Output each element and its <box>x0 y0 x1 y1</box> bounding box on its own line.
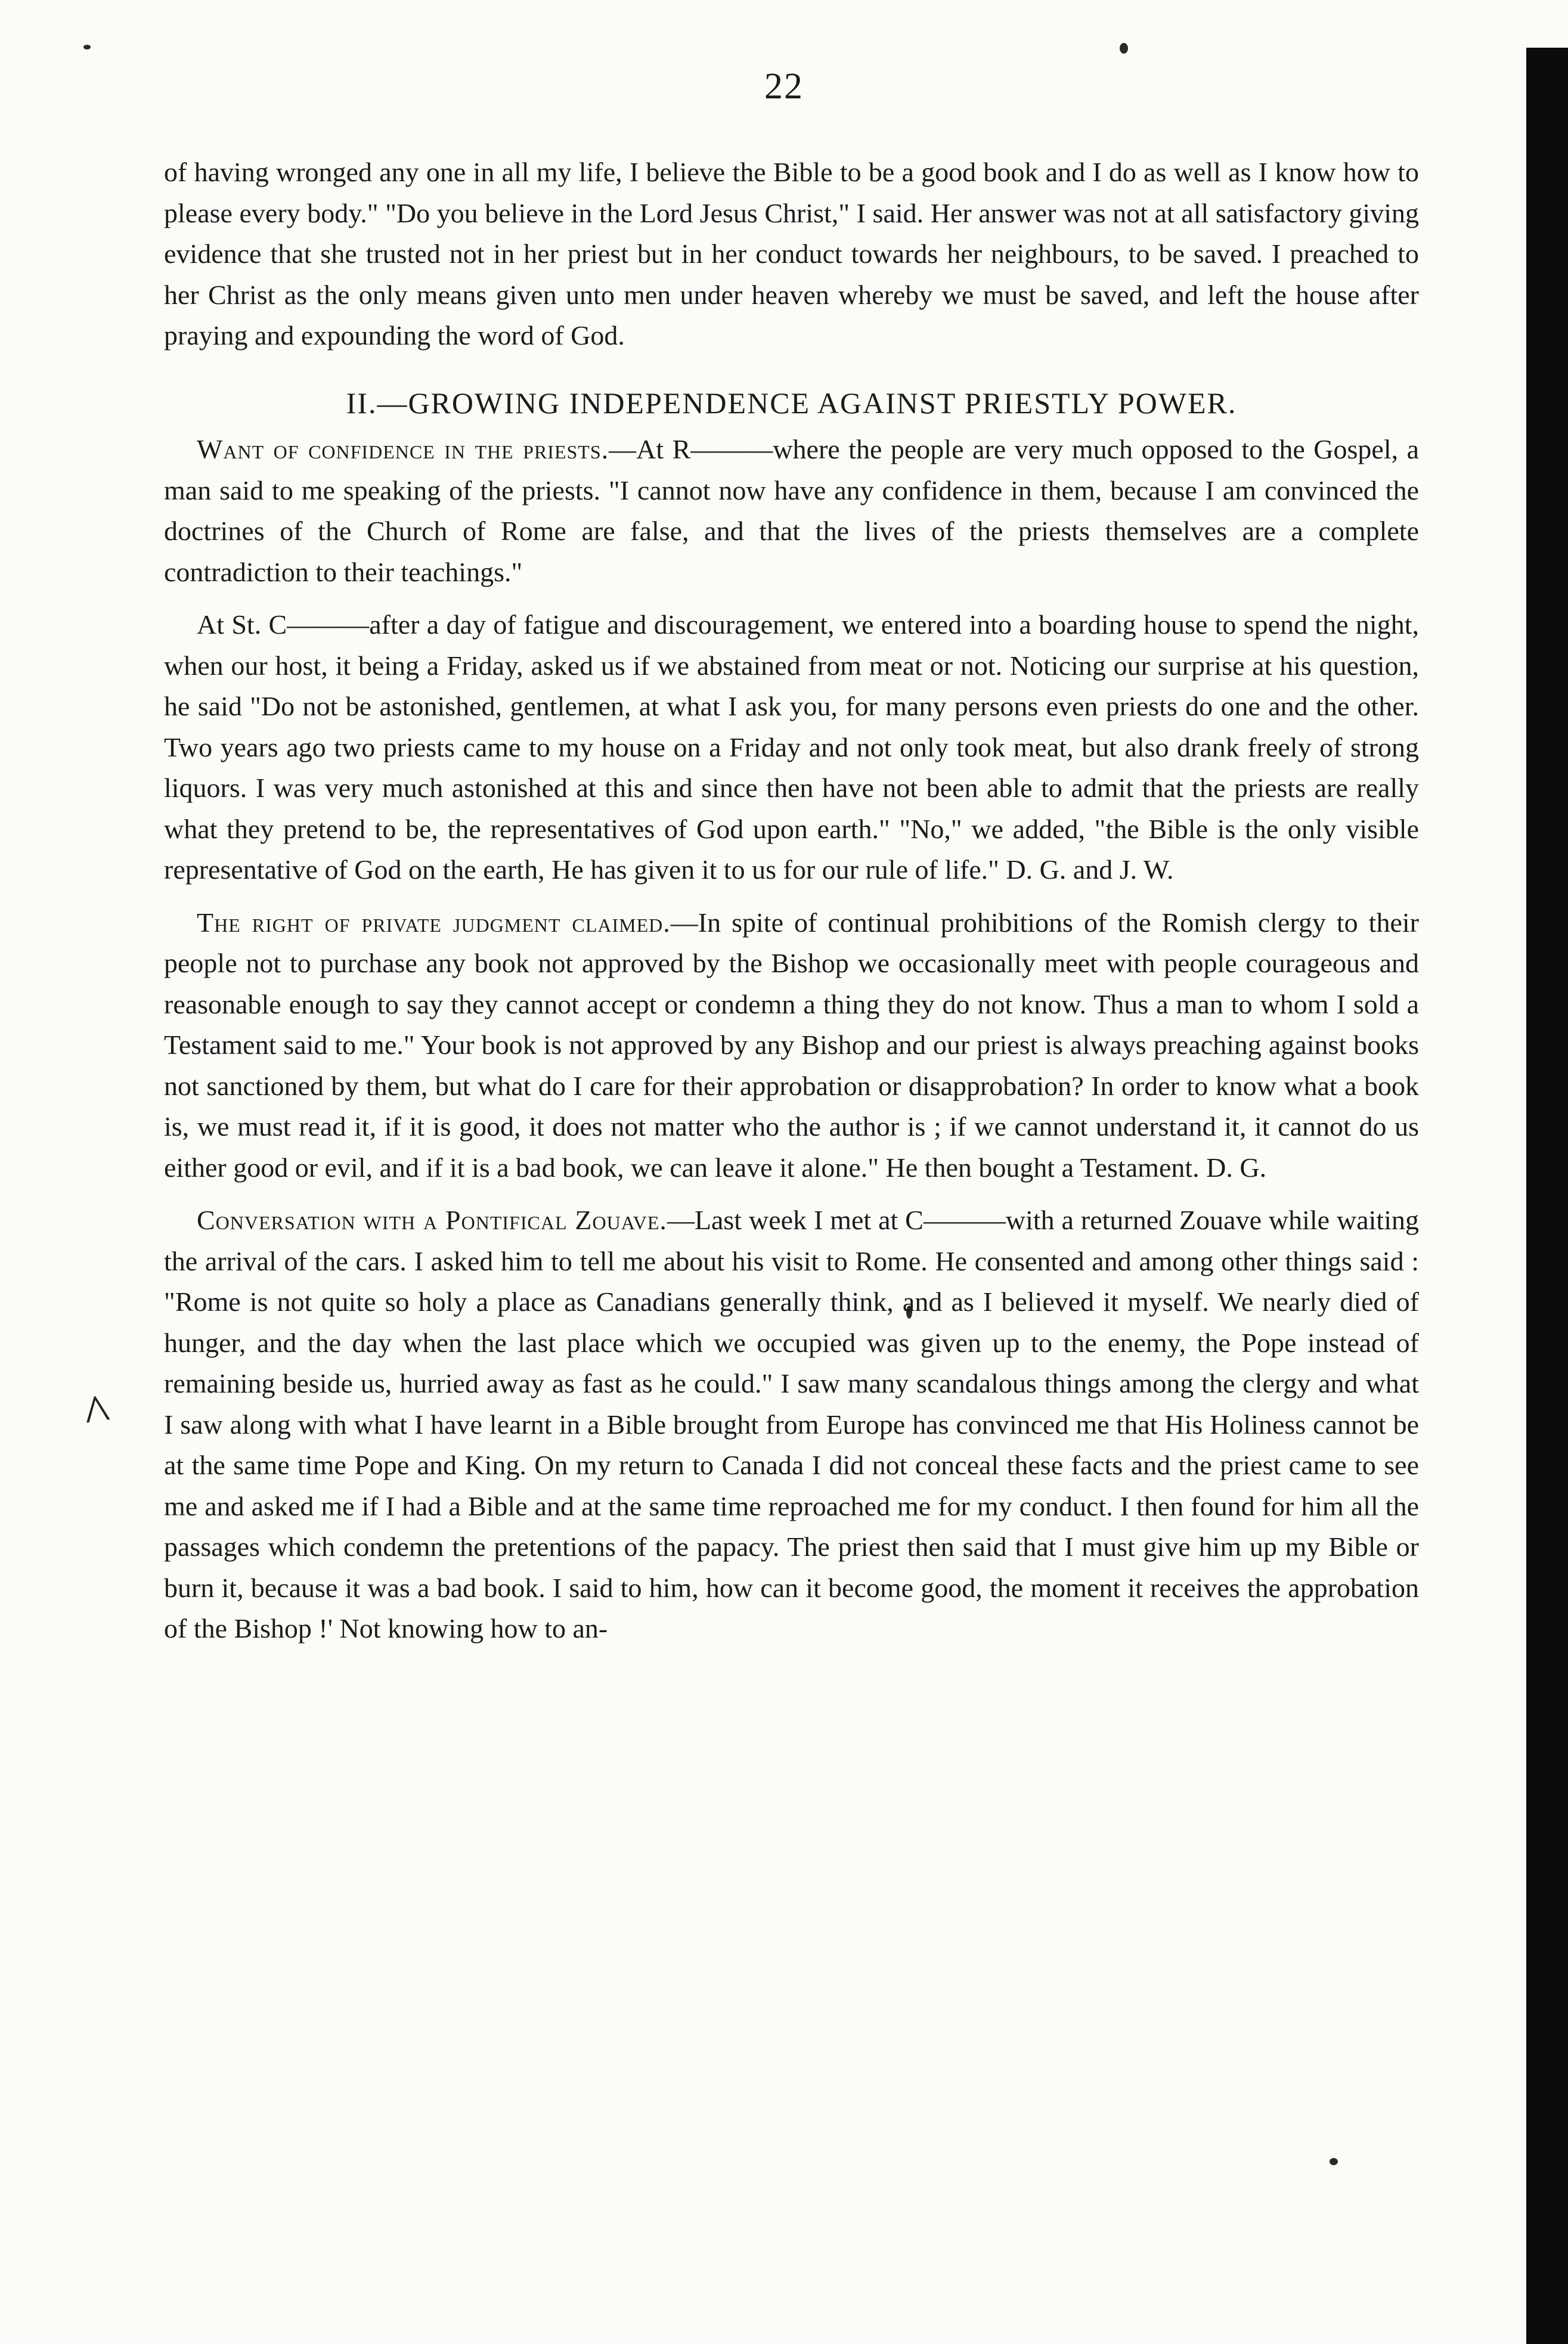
article-pontifical-zouave <box>164 1200 1419 1650</box>
article-lead: Conversation with a Pontifical Zouave. <box>197 1205 667 1235</box>
article-lead: Want of confidence in the priests. <box>197 434 609 464</box>
article-lead: The right of private judgment claimed. <box>197 907 671 938</box>
article-text: At St. C———after a day of fatigue and discouragement, we entered into a boarding house to spend the night, when our host, it being a Friday, asked us if we abstained from meat or not. Noticing our surprise at his question, he said "Do not be astonished, gentlemen, at what I ask you, for many persons even priests do one and the other. Two years ago two priests came to my house on a Friday and not only took meat, but also drank freely of strong liquors. I was very much astonished at this and since then have not been able to admit that the priests are really what they pretend to be, the representatives of God upon earth." "No," we added, "the Bible is the only visible representative of God on the earth, He has given it to us for our rule of life." D. G. and J. W. <box>164 609 1419 885</box>
article-st-c-boarding-house <box>164 604 1419 891</box>
scan-edge-bar <box>1526 48 1568 2344</box>
continuation-paragraph <box>164 152 1419 356</box>
section-heading: II.—GROWING INDEPENDENCE AGAINST PRIESTLY POWER. <box>346 386 1237 420</box>
article-text: —Last week I met at C———with a returned Zouave while waiting the arrival of the cars. I asked him to tell me about his visit to Rome. He consented and among other things said : "Rome is not quite so holy a place as Canadians generally think, and as I believed it myself. We nearly died of hunger, and the day when the last place which we occupied was given up to the enemy, the Pope instead of remaining beside us, hurried away as fast as he could." I saw many scandalous things among the clergy and what I saw along with what I have learnt in a Bible brought from Europe has convinced me that His Holiness cannot be at the same time Pope and King. On my return to Canada I did not conceal these facts and the priest came to see me and asked me if I had a Bible and at the same time reproached me for my conduct. I then found for him all the passages which condemn the pretentions of the papacy. The priest then said that I must give him up my Bible or burn it, because it was a bad book. I said to him, how can it become good, the moment it receives the approbation of the Bishop !' Not knowing how to an- <box>164 1205 1419 1644</box>
article-right-of-private-judgment <box>164 903 1419 1189</box>
ink-speck <box>1120 43 1128 54</box>
page-body <box>164 152 1419 1661</box>
page-number: 22 <box>764 66 804 107</box>
paragraph-text: of having wronged any one in all my life, I believe the Bible to be a good book and I do as well as I know how to please every body." "Do you believe in the Lord Jesus Christ," I said. Her answer was not at all satisfactory giving evidence that she trusted not in her priest but in her conduct towards her neighbours, to be saved. I preached to her Christ as the only means given unto men under heaven whereby we must be saved, and left the house after praying and expounding the word of God. <box>164 157 1419 351</box>
article-want-of-confidence <box>164 429 1419 593</box>
article-text: —At R———where the people are very much opposed to the Gospel, a man said to me speaking of the priests. "I cannot now have any confidence in them, because I am convinced the doctrines of the Church of Rome are false, and that the lives of the priests themselves are a complete contradiction to their teachings." <box>164 434 1419 587</box>
article-text: —In spite of continual prohibitions of the Romish clergy to their people not to purchase any book not approved by the Bishop we occasionally meet with people courageous and reasonable enough to say they cannot accept or condemn a thing they do not know. Thus a man to whom I sold a Testament said to me." Your book is not approved by any Bishop and our priest is always preaching against books not sanctioned by them, but what do I care for their approbation or disapprobation? In order to know what a book is, we must read it, if it is good, it does not matter who the author is ; if we cannot understand it, it cannot do us either good or evil, and if it is a bad book, we can leave it alone." He then bought a Testament. D. G. <box>164 907 1419 1183</box>
margin-caret-mark: ^ <box>80 1382 114 1445</box>
ink-speck <box>1330 2158 1338 2165</box>
ink-speck <box>83 45 91 49</box>
